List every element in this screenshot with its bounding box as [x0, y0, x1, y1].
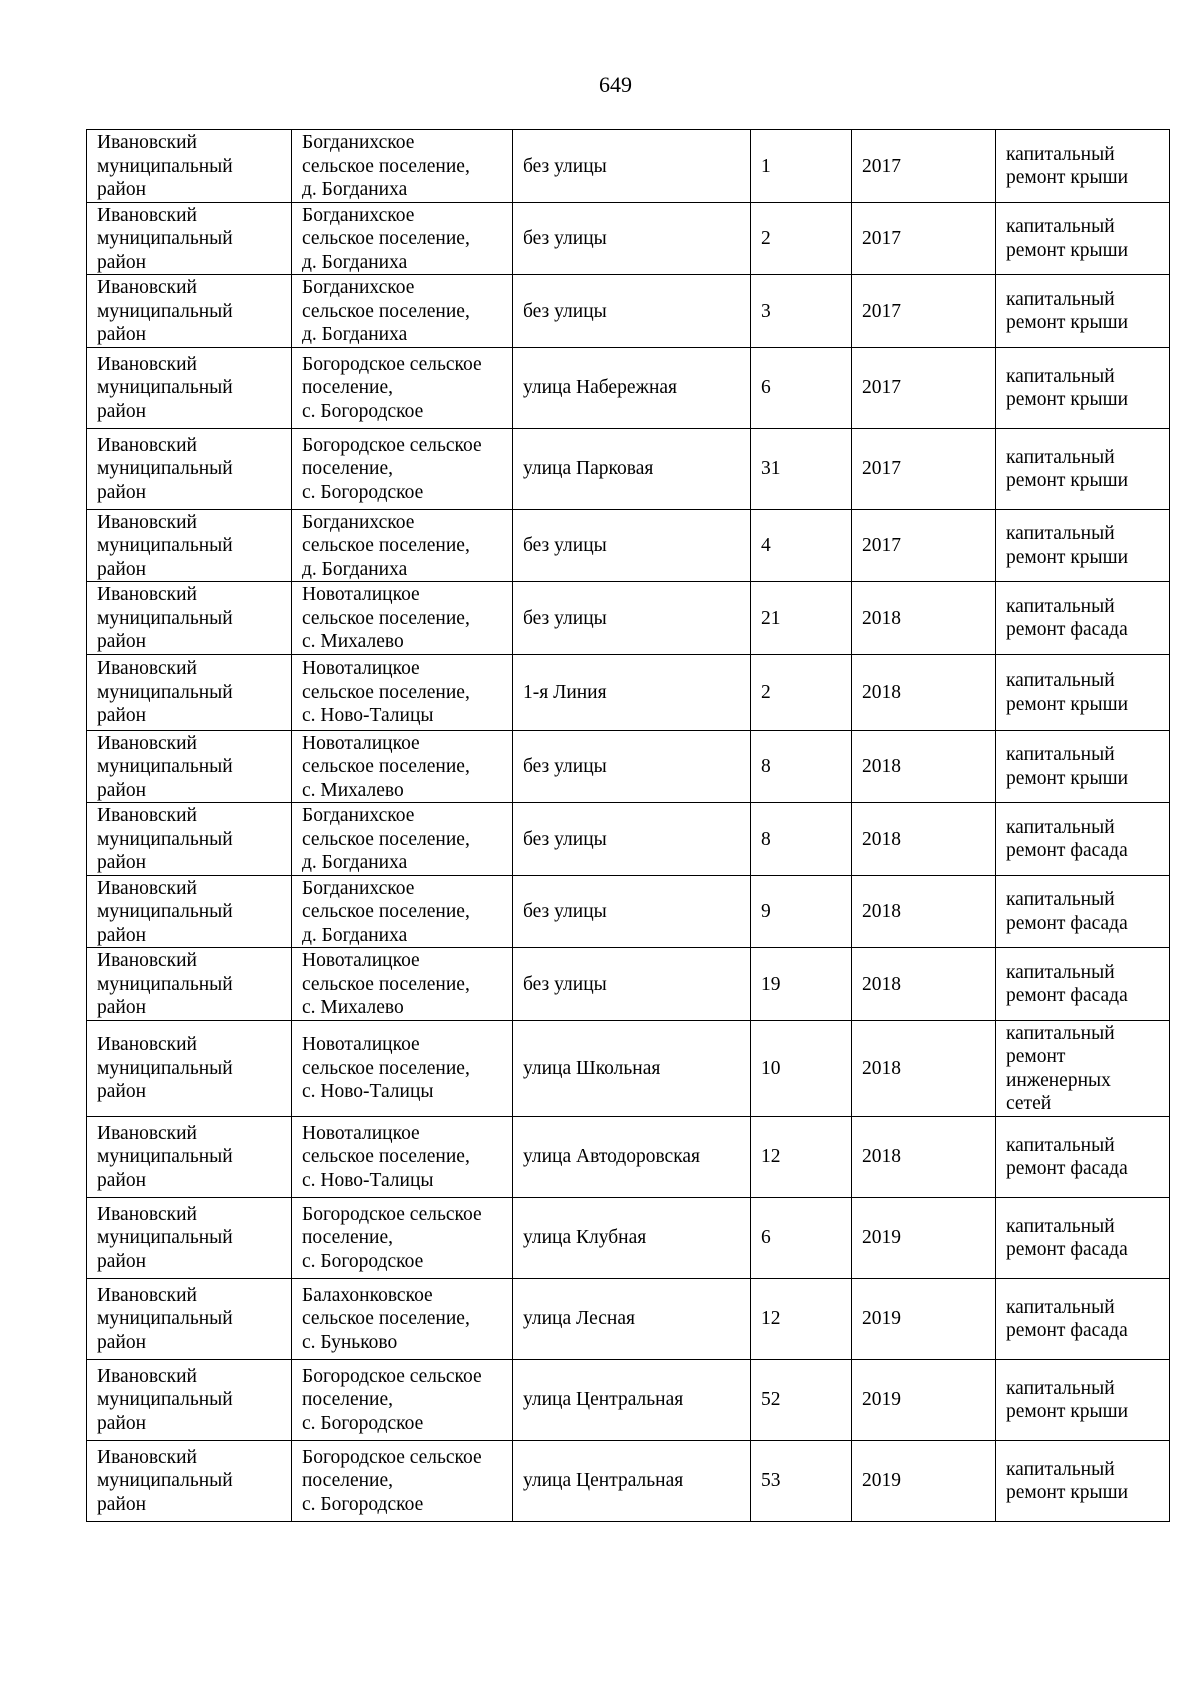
year-cell: 2018 — [852, 948, 996, 1021]
year-cell: 2019 — [852, 1440, 996, 1521]
settlement-cell: Новоталицкое сельское поселение, с. Ново-Талицы — [292, 1116, 513, 1197]
table-row — [87, 803, 1170, 876]
year-cell: 2019 — [852, 1359, 996, 1440]
street-cell: улица Центральная — [513, 1359, 751, 1440]
street-cell: улица Автодоровская — [513, 1116, 751, 1197]
table-row — [87, 1020, 1170, 1116]
house-number-cell: 21 — [751, 582, 852, 655]
settlement-cell: Богданихское сельское поселение, д. Богданиха — [292, 202, 513, 275]
table-row — [87, 948, 1170, 1021]
street-cell: без улицы — [513, 130, 751, 203]
table-row — [87, 1197, 1170, 1278]
street-cell: без улицы — [513, 582, 751, 655]
work-type-cell: капитальный ремонт фасада — [996, 1116, 1170, 1197]
work-type-cell: капитальный ремонт фасада — [996, 803, 1170, 876]
street-cell: без улицы — [513, 730, 751, 803]
settlement-cell: Богородское сельское поселение, с. Богородское — [292, 1359, 513, 1440]
work-type-cell: капитальный ремонт крыши — [996, 275, 1170, 348]
settlement-cell: Богородское сельское поселение, с. Богородское — [292, 347, 513, 428]
settlement-cell: Новоталицкое сельское поселение, с. Михалево — [292, 730, 513, 803]
table-row — [87, 347, 1170, 428]
year-cell: 2018 — [852, 730, 996, 803]
street-cell: без улицы — [513, 948, 751, 1021]
work-type-cell: капитальный ремонт крыши — [996, 428, 1170, 509]
year-cell: 2018 — [852, 803, 996, 876]
street-cell: улица Парковая — [513, 428, 751, 509]
district-cell: Ивановский муниципальный район — [87, 875, 292, 948]
work-type-cell: капитальный ремонт крыши — [996, 654, 1170, 730]
house-number-cell: 8 — [751, 803, 852, 876]
house-number-cell: 1 — [751, 130, 852, 203]
settlement-cell: Богородское сельское поселение, с. Богородское — [292, 1197, 513, 1278]
settlement-cell: Балахонковское сельское поселение, с. Буньково — [292, 1278, 513, 1359]
table-row — [87, 130, 1170, 203]
work-type-cell: капитальный ремонт крыши — [996, 730, 1170, 803]
street-cell: без улицы — [513, 509, 751, 582]
table-row — [87, 428, 1170, 509]
street-cell: 1-я Линия — [513, 654, 751, 730]
settlement-cell: Богданихское сельское поселение, д. Богданиха — [292, 875, 513, 948]
year-cell: 2017 — [852, 428, 996, 509]
house-number-cell: 8 — [751, 730, 852, 803]
house-number-cell: 6 — [751, 347, 852, 428]
street-cell: улица Набережная — [513, 347, 751, 428]
house-number-cell: 12 — [751, 1278, 852, 1359]
district-cell: Ивановский муниципальный район — [87, 1197, 292, 1278]
house-number-cell: 52 — [751, 1359, 852, 1440]
street-cell: без улицы — [513, 803, 751, 876]
registry-table-body — [87, 130, 1170, 1522]
table-row — [87, 730, 1170, 803]
table-row — [87, 275, 1170, 348]
work-type-cell: капитальный ремонт крыши — [996, 130, 1170, 203]
district-cell: Ивановский муниципальный район — [87, 1278, 292, 1359]
district-cell: Ивановский муниципальный район — [87, 803, 292, 876]
work-type-cell: капитальный ремонт крыши — [996, 347, 1170, 428]
district-cell: Ивановский муниципальный район — [87, 654, 292, 730]
district-cell: Ивановский муниципальный район — [87, 1440, 292, 1521]
street-cell: без улицы — [513, 875, 751, 948]
table-row — [87, 1440, 1170, 1521]
table-row — [87, 202, 1170, 275]
work-type-cell: капитальный ремонт фасада — [996, 875, 1170, 948]
work-type-cell: капитальный ремонт крыши — [996, 509, 1170, 582]
work-type-cell: капитальный ремонт крыши — [996, 1440, 1170, 1521]
table-row — [87, 582, 1170, 655]
house-number-cell: 4 — [751, 509, 852, 582]
district-cell: Ивановский муниципальный район — [87, 948, 292, 1021]
work-type-cell: капитальный ремонт крыши — [996, 202, 1170, 275]
settlement-cell: Богородское сельское поселение, с. Богородское — [292, 428, 513, 509]
house-number-cell: 2 — [751, 654, 852, 730]
settlement-cell: Богданихское сельское поселение, д. Богданиха — [292, 803, 513, 876]
settlement-cell: Новоталицкое сельское поселение, с. Михалево — [292, 582, 513, 655]
table-row — [87, 875, 1170, 948]
district-cell: Ивановский муниципальный район — [87, 582, 292, 655]
house-number-cell: 10 — [751, 1020, 852, 1116]
table-row — [87, 1359, 1170, 1440]
year-cell: 2017 — [852, 347, 996, 428]
settlement-cell: Богданихское сельское поселение, д. Богданиха — [292, 130, 513, 203]
year-cell: 2018 — [852, 875, 996, 948]
year-cell: 2018 — [852, 1020, 996, 1116]
year-cell: 2018 — [852, 654, 996, 730]
work-type-cell: капитальный ремонт фасада — [996, 582, 1170, 655]
house-number-cell: 9 — [751, 875, 852, 948]
year-cell: 2019 — [852, 1197, 996, 1278]
work-type-cell: капитальный ремонт фасада — [996, 948, 1170, 1021]
house-number-cell: 53 — [751, 1440, 852, 1521]
settlement-cell: Новоталицкое сельское поселение, с. Ново-Талицы — [292, 1020, 513, 1116]
settlement-cell: Богородское сельское поселение, с. Богородское — [292, 1440, 513, 1521]
street-cell: без улицы — [513, 202, 751, 275]
table-row — [87, 1278, 1170, 1359]
work-type-cell: капитальный ремонт инженерных сетей — [996, 1020, 1170, 1116]
street-cell: улица Лесная — [513, 1278, 751, 1359]
district-cell: Ивановский муниципальный район — [87, 1359, 292, 1440]
settlement-cell: Новоталицкое сельское поселение, с. Михалево — [292, 948, 513, 1021]
year-cell: 2017 — [852, 509, 996, 582]
year-cell: 2018 — [852, 582, 996, 655]
street-cell: улица Клубная — [513, 1197, 751, 1278]
house-number-cell: 31 — [751, 428, 852, 509]
street-cell: без улицы — [513, 275, 751, 348]
year-cell: 2017 — [852, 275, 996, 348]
district-cell: Ивановский муниципальный район — [87, 130, 292, 203]
district-cell: Ивановский муниципальный район — [87, 428, 292, 509]
table-row — [87, 509, 1170, 582]
district-cell: Ивановский муниципальный район — [87, 730, 292, 803]
house-number-cell: 3 — [751, 275, 852, 348]
settlement-cell: Богданихское сельское поселение, д. Богданиха — [292, 275, 513, 348]
settlement-cell: Новоталицкое сельское поселение, с. Ново-Талицы — [292, 654, 513, 730]
house-number-cell: 19 — [751, 948, 852, 1021]
year-cell: 2017 — [852, 202, 996, 275]
work-type-cell: капитальный ремонт крыши — [996, 1359, 1170, 1440]
year-cell: 2018 — [852, 1116, 996, 1197]
district-cell: Ивановский муниципальный район — [87, 1020, 292, 1116]
house-number-cell: 2 — [751, 202, 852, 275]
street-cell: улица Школьная — [513, 1020, 751, 1116]
house-number-cell: 12 — [751, 1116, 852, 1197]
work-type-cell: капитальный ремонт фасада — [996, 1197, 1170, 1278]
work-type-cell: капитальный ремонт фасада — [996, 1278, 1170, 1359]
table-row — [87, 654, 1170, 730]
district-cell: Ивановский муниципальный район — [87, 347, 292, 428]
district-cell: Ивановский муниципальный район — [87, 202, 292, 275]
registry-table — [86, 129, 1170, 1522]
year-cell: 2019 — [852, 1278, 996, 1359]
district-cell: Ивановский муниципальный район — [87, 1116, 292, 1197]
page-number: 649 — [599, 72, 632, 97]
house-number-cell: 6 — [751, 1197, 852, 1278]
district-cell: Ивановский муниципальный район — [87, 509, 292, 582]
district-cell: Ивановский муниципальный район — [87, 275, 292, 348]
year-cell: 2017 — [852, 130, 996, 203]
street-cell: улица Центральная — [513, 1440, 751, 1521]
table-row — [87, 1116, 1170, 1197]
settlement-cell: Богданихское сельское поселение, д. Богданиха — [292, 509, 513, 582]
